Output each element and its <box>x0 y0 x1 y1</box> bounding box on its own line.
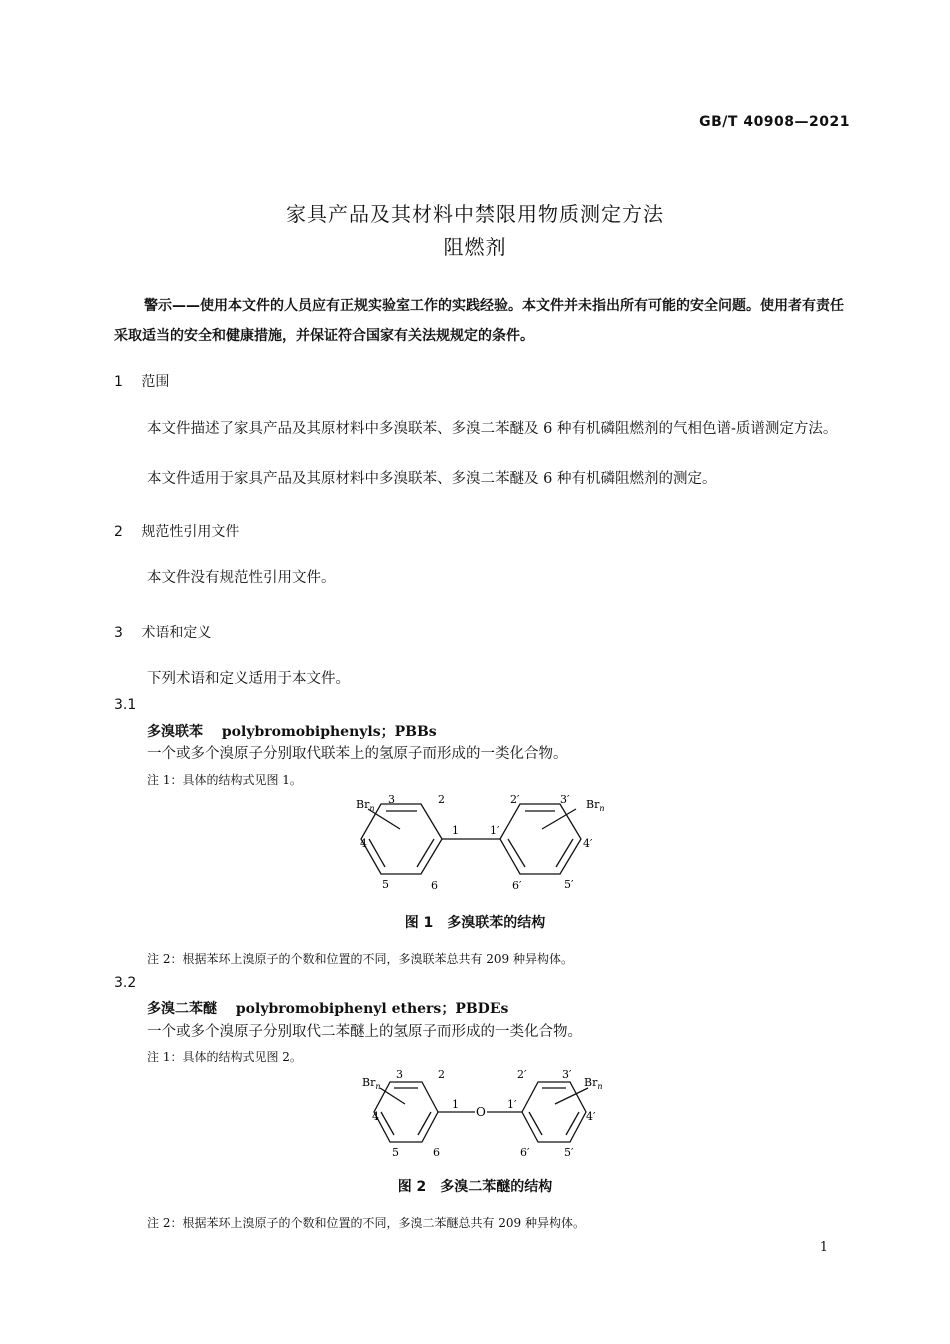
section-2-heading <box>114 521 239 541</box>
bromine-label: $Br_n$ <box>586 798 605 813</box>
page-number: 1 <box>819 1240 828 1255</box>
position-label: 2 <box>438 1068 445 1081</box>
term-definition: 一个或多个溴原子分别取代二苯醚上的氢原子而形成的一类化合物。 <box>147 1024 582 1040</box>
position-label: 5 <box>382 878 389 891</box>
section-3-heading <box>114 622 211 642</box>
figure-1-caption: 图 1 多溴联苯的结构 <box>404 915 546 931</box>
section-title: 范围 <box>141 374 170 390</box>
term-note-1: 注 1：具体的结构式见图 1。 <box>147 773 302 787</box>
section-1-heading <box>114 371 169 391</box>
figure-2-caption: 图 2 多溴二苯醚的结构 <box>397 1179 553 1195</box>
position-label: 1 <box>452 824 459 837</box>
section-3-intro: 下列术语和定义适用于本文件。 <box>147 671 350 687</box>
position-label: 1′ <box>490 824 500 837</box>
term-number: 3.1 <box>114 697 137 713</box>
position-label: 5′ <box>564 878 574 891</box>
section-number: 3 <box>114 625 123 641</box>
term-note-2: 注 2：根据苯环上溴原子的个数和位置的不同，多溴联苯总共有 209 种异构体。 <box>147 952 573 966</box>
position-label: 6′ <box>520 1146 530 1159</box>
position-label: 1 <box>452 1098 459 1111</box>
standard-code: GB/T 40908—2021 <box>699 114 850 130</box>
term-chinese: 多溴联苯 <box>147 724 203 740</box>
position-label: 2 <box>438 793 445 806</box>
right-benzene-ring <box>522 1082 586 1142</box>
left-benzene-ring <box>361 804 442 874</box>
bromine-label: $Br_n$ <box>362 1076 381 1091</box>
term-note-2: 注 2：根据苯环上溴原子的个数和位置的不同，多溴二苯醚总共有 209 种异构体。 <box>147 1216 585 1230</box>
position-label: 6 <box>431 879 438 892</box>
position-label: 5 <box>392 1146 399 1159</box>
term-definition: 一个或多个溴原子分别取代联苯上的氢原子而形成的一类化合物。 <box>147 746 568 762</box>
pbb-structure-diagram <box>330 788 620 898</box>
position-label: 3 <box>388 793 395 806</box>
pbde-structure-diagram <box>350 1064 620 1164</box>
position-label: 4′ <box>583 837 593 850</box>
section-title: 术语和定义 <box>141 625 212 641</box>
position-label: 5′ <box>564 1146 574 1159</box>
warning-paragraph: 警示——使用本文件的人员应有正规实验室工作的实践经验。本文件并未指出所有可能的安全问题。使用者有责任采取适当的安全和健康措施，并保证符合国家有关法规规定的条件。 <box>114 298 844 344</box>
document-title: 家具产品及其材料中禁限用物质测定方法 <box>286 202 664 226</box>
position-label: 4′ <box>586 1110 596 1123</box>
bromine-label: $Br_n$ <box>356 798 375 813</box>
position-label: 2′ <box>510 793 520 806</box>
document-subtitle: 阻燃剂 <box>443 235 507 259</box>
term-number: 3.2 <box>114 975 137 991</box>
position-label: 3′ <box>562 1068 572 1081</box>
section-2-paragraph: 本文件没有规范性引用文件。 <box>147 570 336 586</box>
section-1-paragraph-1: 本文件描述了家具产品及其原材料中多溴联苯、多溴二苯醚及 6 种有机磷阻燃剂的气相色谱-质谱测定方法。 <box>147 421 838 437</box>
bromine-label: $Br_n$ <box>584 1076 603 1091</box>
position-label: 4 <box>372 1110 379 1123</box>
position-label: 3 <box>396 1068 403 1081</box>
position-label: 6 <box>433 1146 440 1159</box>
term-english: polybromobiphenyl ethers；PBDEs <box>235 1001 509 1017</box>
term-note-1: 注 1：具体的结构式见图 2。 <box>147 1050 302 1064</box>
position-label: 6′ <box>512 879 522 892</box>
position-label: 2′ <box>517 1068 527 1081</box>
section-title: 规范性引用文件 <box>141 524 240 540</box>
oxygen-atom-label: O <box>476 1105 486 1119</box>
term-english: polybromobiphenyls；PBBs <box>221 724 437 740</box>
term-heading <box>147 721 437 741</box>
position-label: 4 <box>360 837 367 850</box>
section-1-paragraph-2: 本文件适用于家具产品及其原材料中多溴联苯、多溴二苯醚及 6 种有机磷阻燃剂的测定。 <box>147 471 717 487</box>
term-heading <box>147 998 508 1018</box>
section-number: 2 <box>114 524 123 540</box>
term-chinese: 多溴二苯醚 <box>147 1001 217 1017</box>
position-label: 3′ <box>560 793 570 806</box>
section-number: 1 <box>114 374 123 390</box>
right-benzene-ring <box>500 804 581 874</box>
position-label: 1′ <box>507 1098 517 1111</box>
